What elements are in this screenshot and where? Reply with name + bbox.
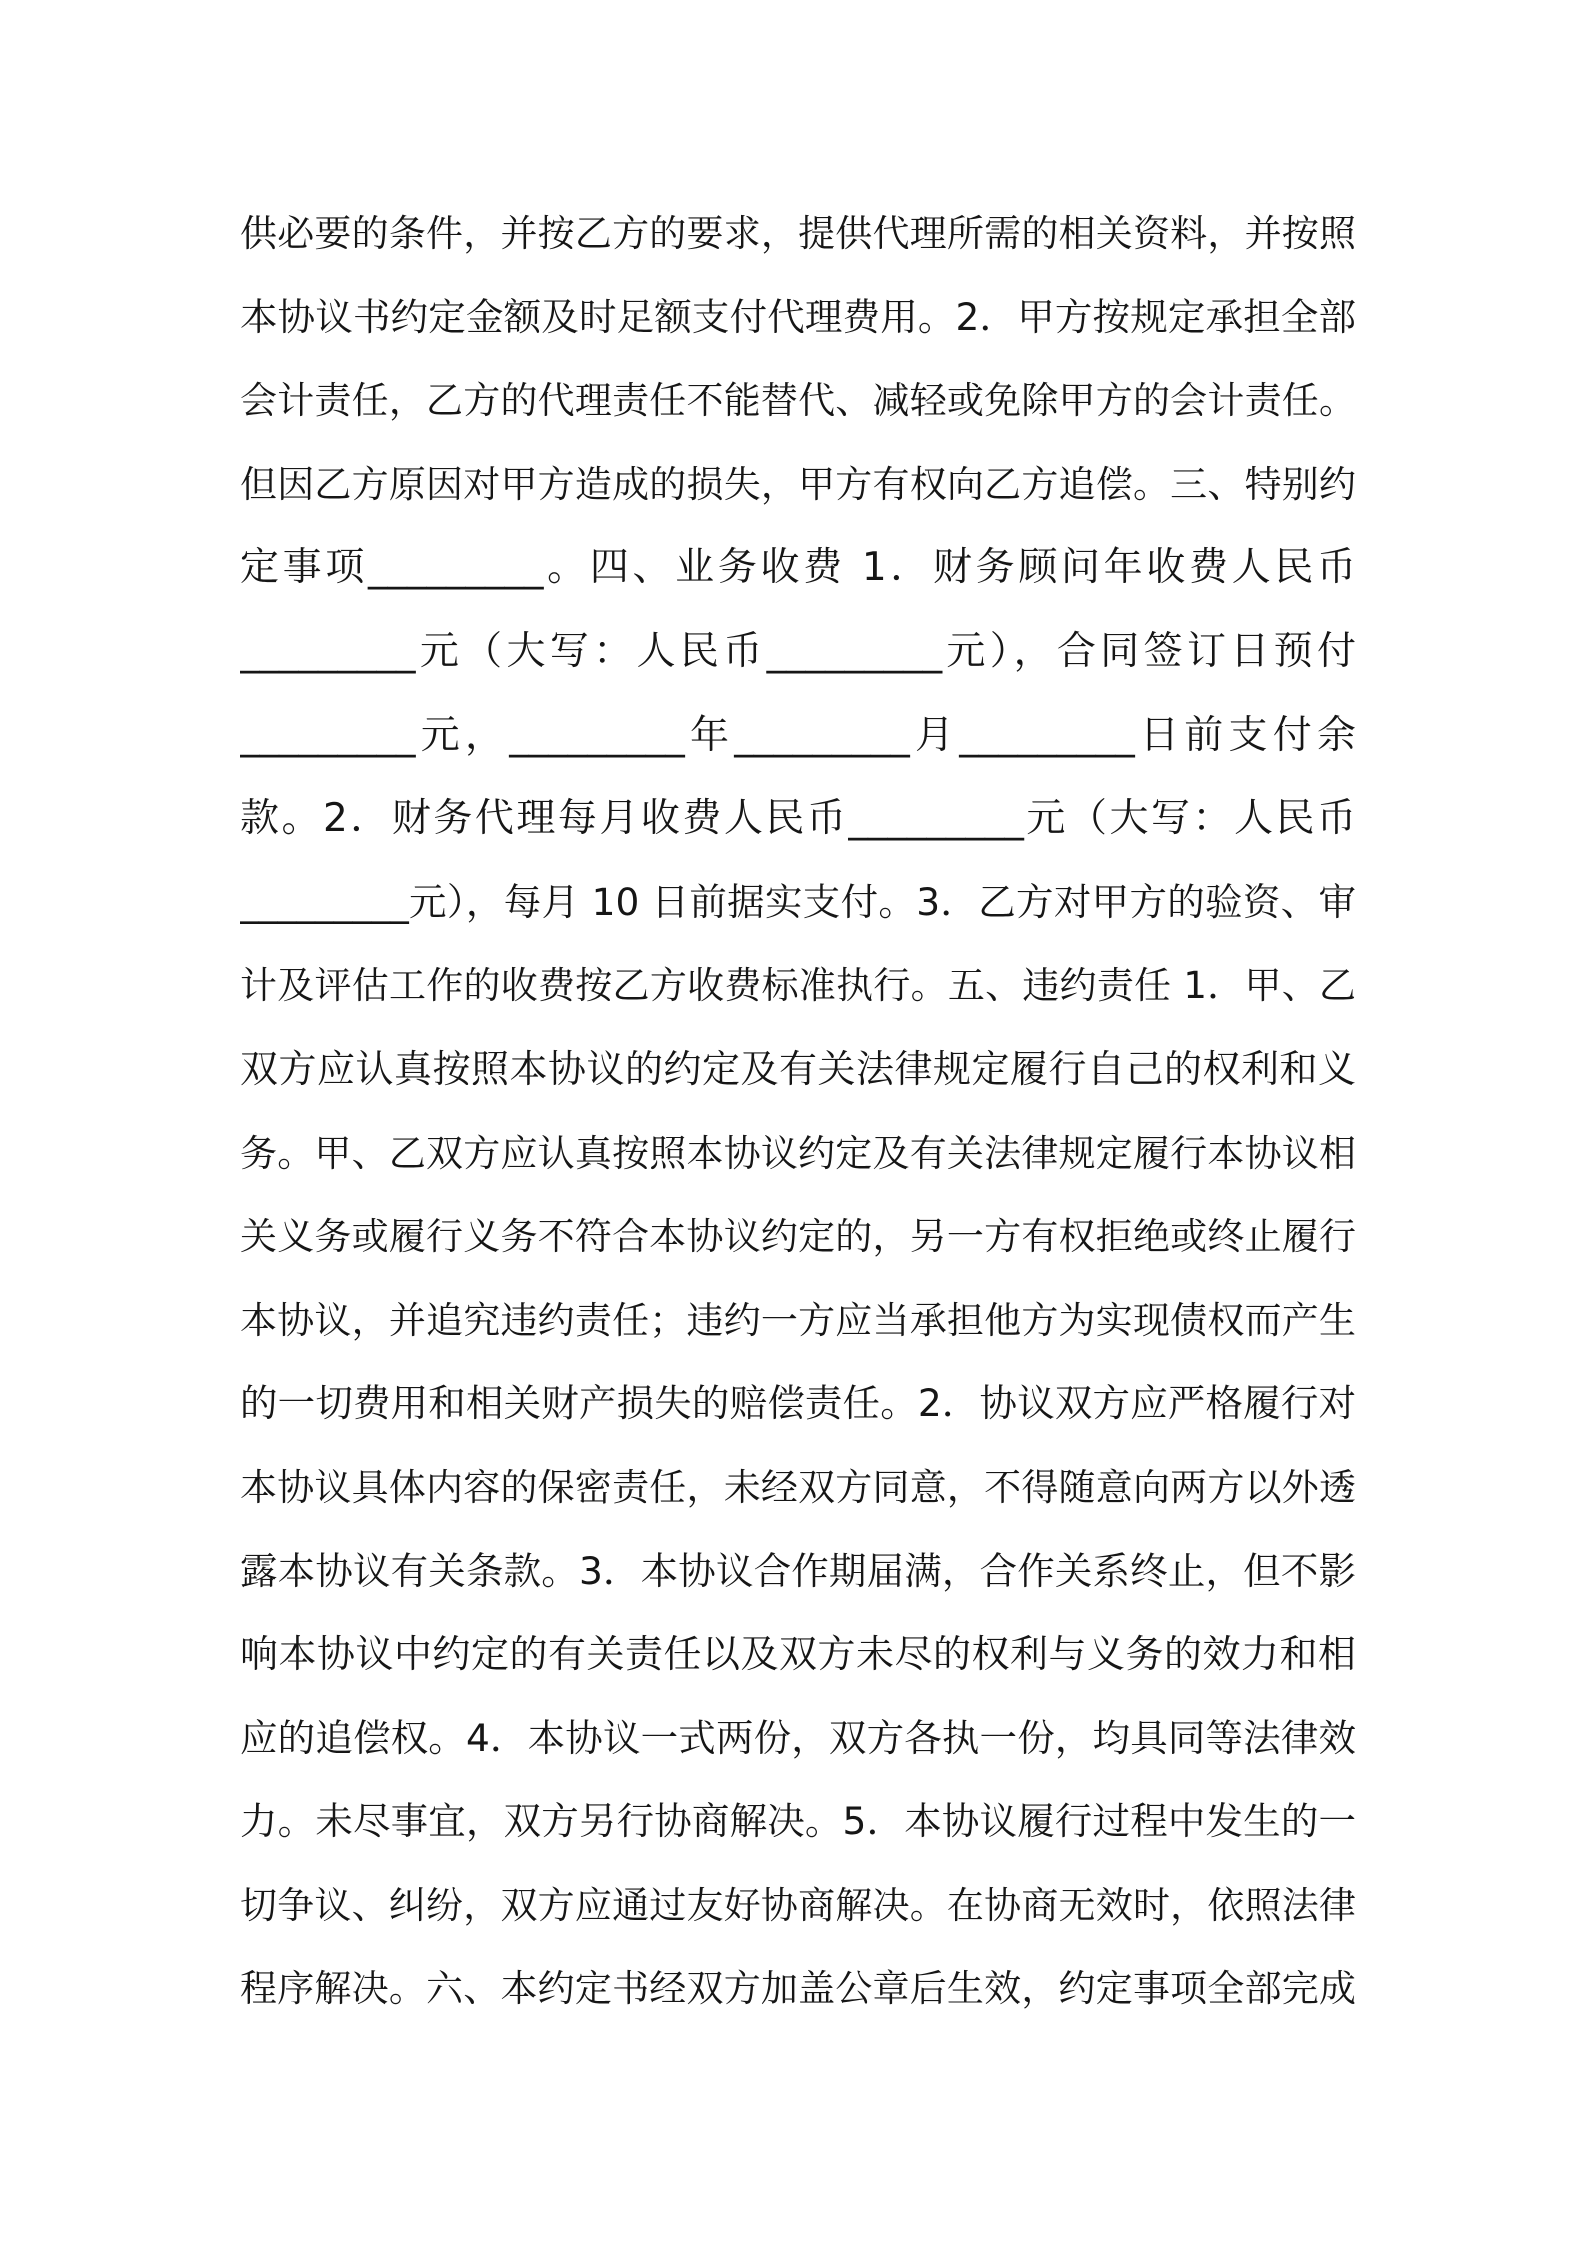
text-line: 本协议，并追究违约责任；违约一方应当承担他方为实现债权而产生 — [240, 1298, 1356, 1342]
text-line: 切争议、纠纷，双方应通过友好协商解决。在协商无效时，依照法律 — [240, 1883, 1356, 1927]
text-line: 力。未尽事宜，双方另行协商解决。5．本协议履行过程中发生的一 — [240, 1799, 1356, 1844]
text-line: 定事项_________。四、业务收费 1．财务顾问年收费人民币 — [240, 545, 1356, 591]
body-text — [240, 192, 1356, 2031]
text-line: _________元（大写：人民币_________元），合同签订日预付 — [240, 628, 1356, 674]
text-line: 款。2．财务代理每月收费人民币_________元（大写：人民币 — [240, 796, 1356, 842]
text-line: _________元，_________年_________月_________日前支付余 — [240, 712, 1356, 758]
text-line: 的一切费用和相关财产损失的赔偿责任。2．协议双方应严格履行对 — [240, 1381, 1356, 1426]
text-line: _________元），每月 10 日前据实支付。3．乙方对甲方的验资、审 — [240, 879, 1356, 924]
text-line: 本协议书约定金额及时足额支付代理费用。2．甲方按规定承担全部 — [240, 294, 1356, 339]
text-line: 应的追偿权。4．本协议一式两份，双方各执一份，均具同等法律效 — [240, 1715, 1356, 1760]
text-line: 响本协议中约定的有关责任以及双方未尽的权利与义务的效力和相 — [240, 1632, 1356, 1677]
text-line: 双方应认真按照本协议的约定及有关法律规定履行自己的权利和义 — [240, 1046, 1356, 1091]
text-line: 供必要的条件，并按乙方的要求，提供代理所需的相关资料，并按照 — [240, 212, 1356, 255]
text-line: 关义务或履行义务不符合本协议约定的，另一方有权拒绝或终止履行 — [240, 1215, 1356, 1259]
text-line: 计及评估工作的收费按乙方收费标准执行。五、违约责任 1．甲、乙 — [240, 964, 1356, 1008]
text-line: 露本协议有关条款。3．本协议合作期届满，合作关系终止，但不影 — [240, 1548, 1356, 1593]
text-line: 会计责任，乙方的代理责任不能替代、减轻或免除甲方的会计责任。 — [240, 379, 1356, 423]
text-line: 但因乙方原因对甲方造成的损失，甲方有权向乙方追偿。三、特别约 — [240, 462, 1356, 506]
text-line: 务。甲、乙双方应认真按照本协议约定及有关法律规定履行本协议相 — [240, 1131, 1356, 1175]
text-line: 本协议具体内容的保密责任，未经双方同意，不得随意向两方以外透 — [240, 1465, 1356, 1509]
text-line: 程序解决。六、本约定书经双方加盖公章后生效，约定事项全部完成 — [240, 1967, 1356, 2011]
